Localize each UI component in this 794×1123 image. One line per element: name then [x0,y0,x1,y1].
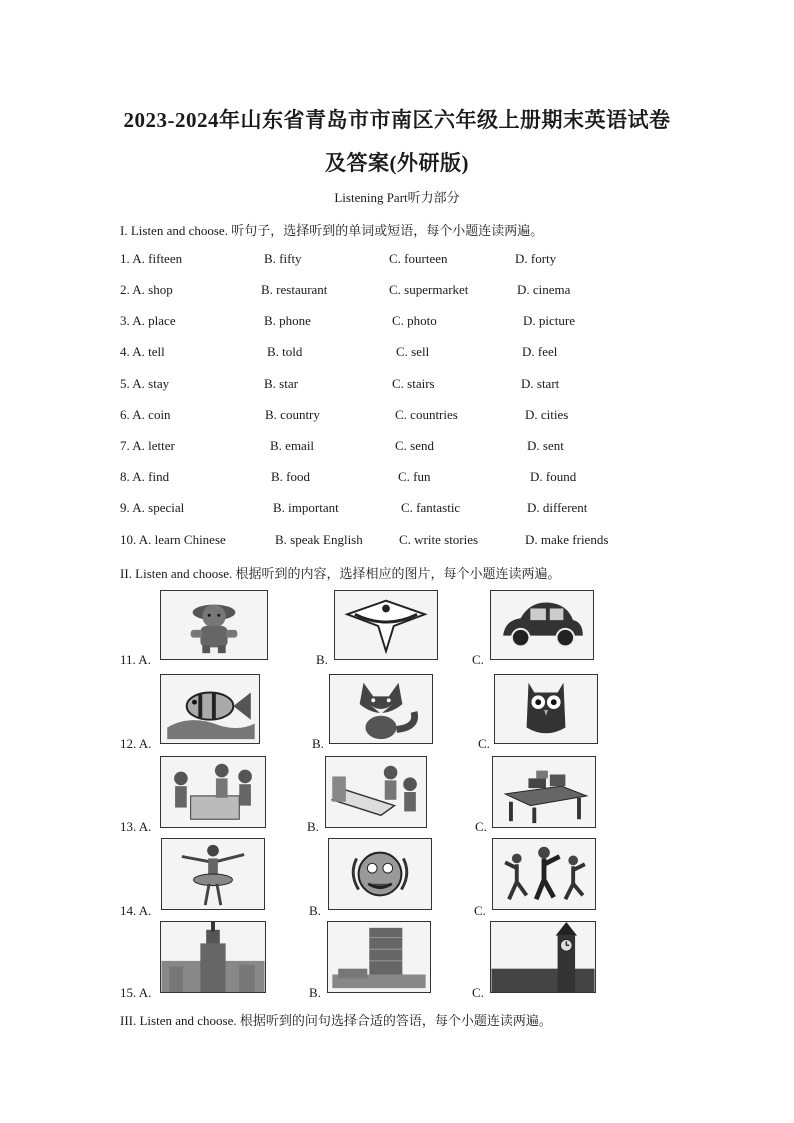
car-icon [490,590,594,660]
doll-icon [160,590,268,660]
label-12a: 12. A. [120,736,152,751]
option-c: C. supermarket [389,282,469,297]
lion-dance-icon [328,838,432,910]
big-ben-icon [490,921,596,993]
label-12c: C. [478,736,490,751]
option-b: B. important [273,500,339,515]
option-d: D. make friends [525,532,609,547]
option-a: 6. A. coin [120,407,171,422]
option-c: C. stairs [392,376,435,391]
option-a: 3. A. place [120,313,176,328]
option-c: C. fun [398,469,431,484]
option-d: D. picture [523,313,575,328]
label-15c: C. [472,985,484,1000]
option-c: C. sell [396,344,430,359]
label-13b: B. [307,819,319,834]
option-a: 8. A. find [120,469,170,484]
label-12b: B. [312,736,324,751]
fox-icon [329,674,433,744]
option-a: 1. A. fifteen [120,251,183,266]
label-14a: 14. A. [120,903,152,918]
option-c: C. write stories [399,532,479,547]
option-b: B. country [265,407,320,422]
option-c: C. fourteen [389,251,448,266]
option-b: B. phone [264,313,311,328]
option-d: D. cities [525,407,569,422]
empire-state-building-icon [160,921,266,993]
option-d: D. sent [527,438,564,453]
kung-fu-icon [492,838,596,910]
option-a: 10. A. learn Chinese [120,532,226,547]
owl-icon [494,674,598,744]
section-3-heading: III. Listen and choose. 根据听到的问句选择合适的答语，每个小题连读两遍。 [120,1013,552,1028]
section-1-heading: I. Listen and choose. 听句子，选择听到的单词或短语，每个小题连读两遍。 [120,223,544,238]
listening-part-subtitle: Listening Part听力部分 [334,190,460,205]
option-a: 9. A. special [120,500,185,515]
option-d: D. found [530,469,577,484]
option-b: B. speak English [275,532,363,547]
option-a: 2. A. shop [120,282,173,297]
kite-icon [334,590,438,660]
option-b: B. food [271,469,310,484]
label-15b: B. [309,985,321,1000]
option-c: C. send [395,438,434,453]
option-d: D. forty [515,251,557,266]
label-11a: 11. A. [120,652,151,667]
document-title-line-1: 2023-2024年山东省青岛市市南区六年级上册期末英语试卷 [123,108,671,132]
option-b: B. email [270,438,315,453]
un-building-icon [327,921,431,993]
desk-books-icon [492,756,596,828]
fish-icon [160,674,260,744]
label-11c: C. [472,652,484,667]
option-b: B. fifty [264,251,302,266]
option-b: B. told [267,344,303,359]
label-11b: B. [316,652,328,667]
option-a: 4. A. tell [120,344,165,359]
option-d: D. different [527,500,588,515]
option-c: C. photo [392,313,437,328]
option-b: B. star [264,376,298,391]
ballet-dancer-icon [161,838,265,910]
option-d: D. cinema [517,282,571,297]
label-14b: B. [309,903,321,918]
option-b: B. restaurant [261,282,328,297]
children-bed-icon [325,756,427,828]
document-title-line-2: 及答案(外研版) [325,151,469,175]
section-2-heading: II. Listen and choose. 根据听到的内容，选择相应的图片，每个小题连读两遍。 [120,566,561,581]
option-d: D. feel [522,344,558,359]
option-c: C. countries [395,407,458,422]
label-13a: 13. A. [120,819,152,834]
option-c: C. fantastic [401,500,461,515]
label-14c: C. [474,903,486,918]
option-a: 5. A. stay [120,376,170,391]
children-drawing-icon [160,756,266,828]
label-15a: 15. A. [120,985,152,1000]
label-13c: C. [475,819,487,834]
option-d: D. start [521,376,560,391]
option-a: 7. A. letter [120,438,175,453]
